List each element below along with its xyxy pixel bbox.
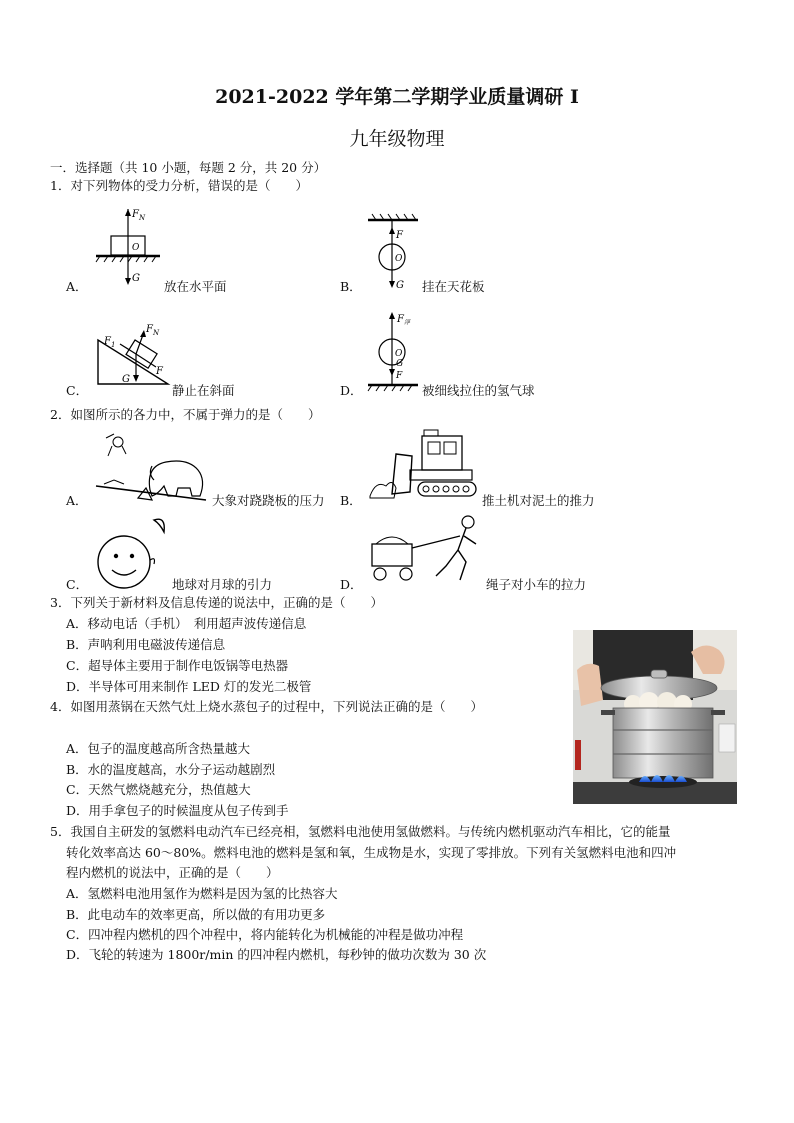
g-label: G [132,273,140,284]
steamer-on-gas-stove-image [573,630,737,804]
q2-b-caption: 推土机对泥土的推力 [482,493,595,508]
svg-text:G: G [122,374,130,385]
block-on-incline-diagram [96,322,172,388]
q4-option-b: B．水的温度越高，水分子运动越剧烈 [66,762,276,777]
q5-option-c: C．四冲程内燃机的四个冲程中，将内能转化为机械能的冲程是做功冲程 [66,927,464,942]
svg-text:FN: $F_N$ [146,324,160,337]
q1-d-caption: 被细线拉住的氢气球 [422,383,535,398]
q1-b-letter: B． [340,279,362,294]
block-on-floor-diagram [92,205,164,289]
svg-text:F: F [396,371,403,381]
q3-option-b: B．声呐利用电磁波传递信息 [66,637,226,652]
q5-stem-line-2: 转化效率高达 60～80%。燃料电池的燃料是氢和氧，生成物是水，实现了零排放。下列有关氢燃料电池和四冲 [66,845,677,860]
svg-text:F: F [396,230,403,241]
svg-text:G: G [396,359,404,369]
elephant-seesaw-sketch [94,430,212,504]
q4-stem: 4．如图用蒸锅在天然气灶上烧水蒸包子的过程中，下列说法正确的是（ ） [50,699,483,714]
q5-option-a: A．氢燃料电池用氢作为燃料是因为氢的比热容大 [66,886,338,901]
section-heading: 一．选择题（共 10 小题，每题 2 分，共 20 分） [50,160,327,175]
q1-c-caption: 静止在斜面 [172,383,235,398]
q2-c-letter: C． [66,577,89,592]
q3-stem: 3．下列关于新材料及信息传递的说法中，正确的是（ ） [50,595,383,610]
bulldozer-sketch [366,428,478,504]
q4-option-a: A．包子的温度越高所含热量越大 [66,741,251,756]
exam-title: 2021-2022 学年第二学期学业质量调研 I [215,86,579,108]
q5-stem-line-3: 程内燃机的说法中，正确的是（ ） [66,865,279,880]
svg-text:F1: $F_1$ [104,336,116,349]
exam-subtitle: 九年级物理 [349,128,445,150]
q1-c-letter: C． [66,383,89,398]
q2-a-caption: 大象对跷跷板的压力 [212,493,325,508]
q3-option-d: D．半导体可用来制作 LED 灯的发光二极管 [66,679,312,694]
svg-text:O: O [395,254,403,264]
q5-option-d: D．飞轮的转速为 1800r/min 的四冲程内燃机，每秒钟的做功次数为 30 次 [66,947,487,962]
q4-option-d: D．用手拿包子的时候温度从包子传到手 [66,803,289,818]
svg-text:O: O [395,349,403,359]
svg-text:F: F [156,366,163,377]
q3-option-a: A．移动电话（手机） 利用超声波传递信息 [66,616,307,631]
q1-a-letter: A． [66,279,88,294]
q1-stem: 1．对下列物体的受力分析，错误的是（ ） [50,178,308,193]
q2-a-letter: A． [66,493,88,508]
q2-b-letter: B． [340,493,362,508]
q5-option-b: B．此电动车的效率更高，所以做的有用功更多 [66,907,326,922]
q2-d-letter: D． [340,577,363,592]
q1-a-caption: 放在水平面 [164,279,227,294]
balloon-on-string-diagram [366,310,422,392]
q2-d-caption: 绳子对小车的拉力 [486,577,587,592]
o-label: O [132,243,140,253]
q5-stem-line-1: 5．我国自主研发的氢燃料电动汽车已经亮相，氢燃料电池使用氢做燃料。与传统内燃机驱动汽车相比，它的能量 [50,824,671,839]
svg-text:G: G [396,280,404,291]
q2-c-caption: 地球对月球的引力 [172,577,273,592]
q3-option-c: C．超导体主要用于制作电饭锅等电热器 [66,658,289,673]
ball-on-ceiling-diagram [366,212,422,292]
fn-label: $F_N$ [132,209,146,222]
svg-text:F浮: $F_浮$ [397,314,410,326]
earth-moon-sketch [94,512,174,592]
q1-b-caption: 挂在天花板 [422,279,485,294]
q1-d-letter: D． [340,383,363,398]
q4-option-c: C．天然气燃烧越充分，热值越大 [66,782,251,797]
q2-stem: 2．如图所示的各力中，不属于弹力的是（ ） [50,407,321,422]
rope-pulling-cart-sketch [370,514,486,586]
